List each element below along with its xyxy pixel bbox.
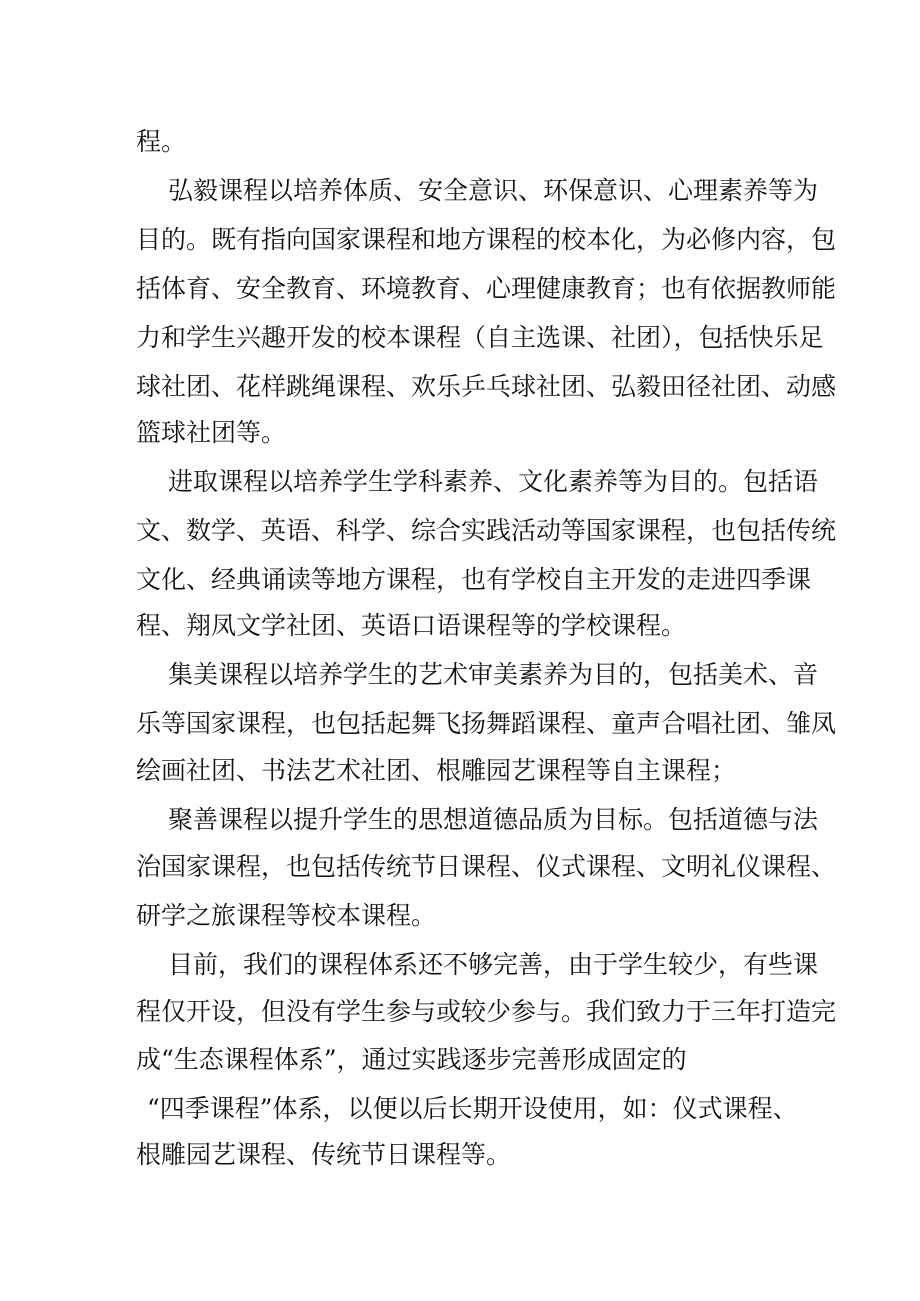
text-line: 乐等国家课程，也包括起舞飞扬舞蹈课程、童声合唱社团、雏凤 bbox=[136, 709, 837, 738]
text-line: 根雕园艺课程、传统节日课程等。 bbox=[136, 1140, 512, 1169]
text-line: 程仅开设，但没有学生参与或较少参与。我们致力于三年打造完 bbox=[136, 997, 837, 1026]
text-line: 目前，我们的课程体系还不够完善，由于学生较少，有些课 bbox=[168, 950, 819, 979]
text-line: 程、翔凤文学社团、英语口语课程等的学校课程。 bbox=[136, 611, 687, 640]
text-line: 目的。既有指向国家课程和地方课程的校本化，为必修内容，包 bbox=[136, 225, 837, 254]
text-line: 篮球社团等。 bbox=[136, 418, 287, 447]
text-line: 程。 bbox=[136, 127, 187, 156]
text-line: 力和学生兴趣开发的校本课程（自主选课、社团），包括快乐足 bbox=[136, 323, 824, 352]
text-line: 文、数学、英语、科学、综合实践活动等国家课程，也包括传统 bbox=[136, 516, 837, 545]
text-line: 集美课程以培养学生的艺术审美素养为目的，包括美术、音 bbox=[168, 660, 819, 689]
text-line: 弘毅课程以培养体质、安全意识、环保意识、心理素养等为 bbox=[168, 176, 819, 205]
text-line: 球社团、花样跳绳课程、欢乐乒乓球社团、弘毅田径社团、动感 bbox=[136, 372, 837, 401]
text-line: 进取课程以培养学生学科素养、文化素养等为目的。包括语 bbox=[168, 467, 819, 496]
text-line: 括体育、安全教育、环境教育、心理健康教育；也有依据教师能 bbox=[136, 274, 837, 303]
text-line: 聚善课程以提升学生的思想道德品质为目标。包括道德与法 bbox=[168, 805, 819, 834]
text-line: 文化、经典诵读等地方课程，也有学校自主开发的走进四季课 bbox=[136, 565, 812, 594]
text-line: 治国家课程，也包括传统节日课程、仪式课程、文明礼仪课程、 bbox=[136, 852, 837, 881]
text-line: 研学之旅课程等校本课程。 bbox=[136, 901, 437, 930]
text-line: “四季课程”体系，以便以后长期开设使用，如：仪式课程、 bbox=[147, 1094, 798, 1123]
text-line: 成“生态课程体系”，通过实践逐步完善形成固定的 bbox=[136, 1045, 687, 1074]
text-line: 绘画社团、书法艺术社团、根雕园艺课程等自主课程； bbox=[136, 756, 737, 785]
